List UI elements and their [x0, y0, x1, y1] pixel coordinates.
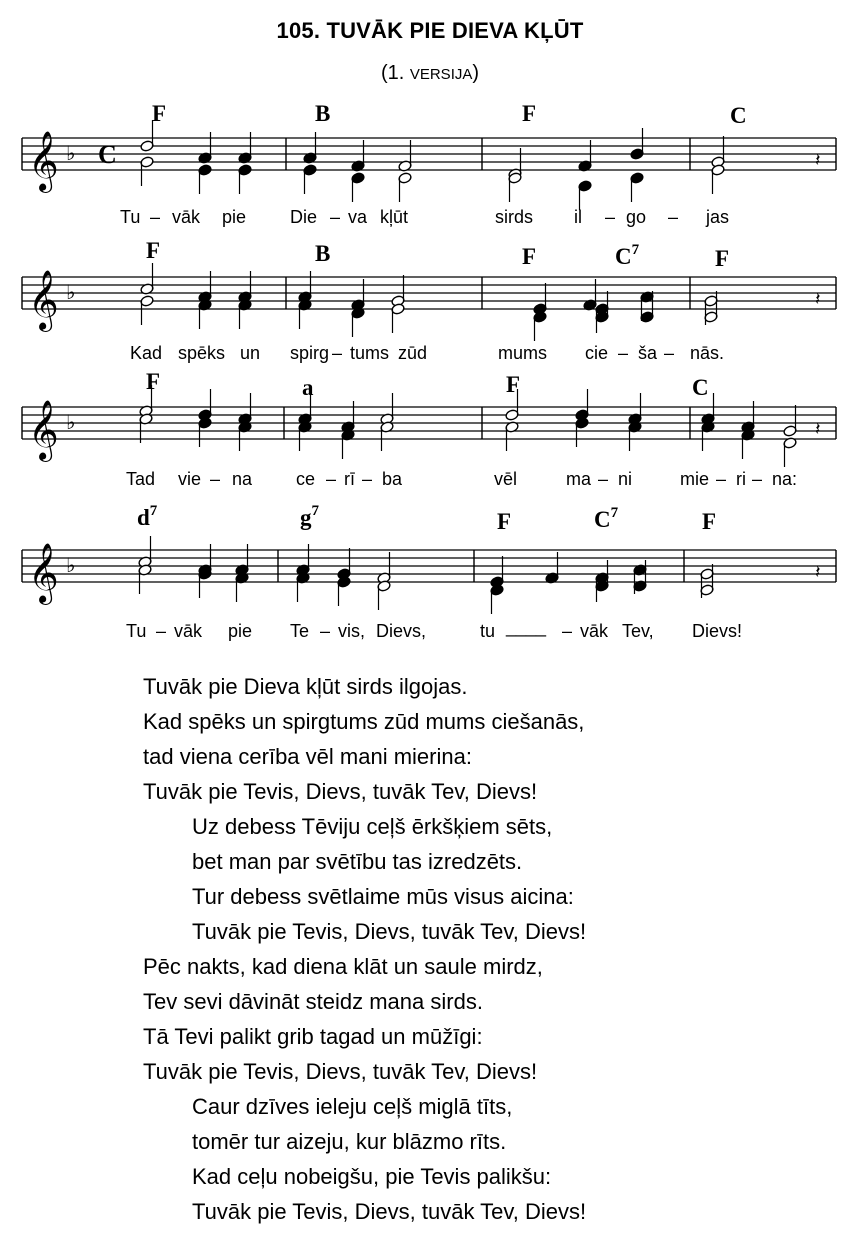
- lyric-syllable: –: [605, 207, 616, 227]
- music-system-4: [0, 500, 860, 640]
- lyric-syllable: tu: [480, 621, 496, 641]
- lyric-syllable: ma: [566, 469, 592, 489]
- lyric-syllable: –: [332, 343, 343, 363]
- staff-notation: [0, 500, 860, 640]
- svg-text:𝄽: 𝄽: [815, 419, 821, 440]
- lyric-syllable: spirg: [290, 343, 330, 363]
- lyric-syllable: mie: [680, 469, 710, 489]
- chord-symbol: F: [497, 509, 512, 534]
- chord-symbol: $C^7$: [594, 505, 619, 532]
- lyric-syllable: vāk: [174, 621, 203, 641]
- lyric-syllable: –: [326, 469, 337, 489]
- lyric-syllable: ce: [296, 469, 316, 489]
- lyric-syllable: –: [562, 621, 573, 641]
- svg-text:♭: ♭: [66, 280, 76, 304]
- lyric-syllable: –: [156, 621, 167, 641]
- lyric-syllable: ____: [506, 617, 547, 637]
- lyric-syllable: pie: [228, 621, 253, 641]
- lyric-syllable: –: [752, 469, 763, 489]
- lyric-syllable: –: [150, 207, 161, 227]
- svg-text:♭: ♭: [66, 410, 76, 434]
- svg-text:𝄞: 𝄞: [28, 400, 59, 460]
- lyric-syllable: Tev,: [622, 621, 654, 641]
- verse-line: Tev sevi dāvināt steidz mana sirds.: [143, 989, 483, 1014]
- chord-symbol: F: [146, 238, 161, 263]
- chord-symbol: F: [152, 101, 167, 126]
- lyric-syllable: nās.: [690, 343, 725, 363]
- lyric-syllable: Tu: [120, 207, 141, 227]
- svg-text:𝄽: 𝄽: [815, 289, 821, 310]
- verse-line: Kad ceļu nobeigšu, pie Tevis palikšu:: [192, 1164, 552, 1189]
- lyric-syllable: Te: [290, 621, 310, 641]
- chord-symbol: F: [522, 101, 537, 126]
- verse-line: Tuvāk pie Tevis, Dievs, tuvāk Tev, Dievs!: [143, 779, 538, 804]
- lyric-syllable: –: [362, 469, 373, 489]
- lyric-syllable: vēl: [494, 469, 518, 489]
- lyric-syllable: va: [348, 207, 368, 227]
- chord-symbol: F: [506, 372, 521, 397]
- lyric-syllable: vis,: [338, 621, 365, 641]
- lyric-syllable: Kad: [130, 343, 163, 363]
- verse-line: Tuvāk pie Tevis, Dievs, tuvāk Tev, Dievs!: [192, 1199, 587, 1224]
- chord-symbol: F: [715, 246, 730, 271]
- lyric-syllable: zūd: [398, 343, 428, 363]
- lyric-syllable: ni: [618, 469, 633, 489]
- chord-symbol: a: [302, 375, 314, 400]
- lyric-syllable: –: [330, 207, 341, 227]
- music-system-1: [0, 100, 860, 240]
- verse-line: bet man par svētību tas izredzēts.: [192, 849, 523, 874]
- lyric-syllable: sirds: [495, 207, 534, 227]
- lyric-syllable: ba: [382, 469, 403, 489]
- verse-line: Caur dzīves ieleju ceļš miglā tīts,: [192, 1094, 513, 1119]
- chord-symbol: F: [702, 509, 717, 534]
- verse-line: Tuvāk pie Dieva kļūt sirds ilgojas.: [143, 674, 468, 699]
- svg-text:𝄞: 𝄞: [28, 270, 59, 330]
- lyric-syllable: jas: [706, 207, 730, 227]
- verse-line: Kad spēks un spirgtums zūd mums ciešanās,: [143, 709, 585, 734]
- lyric-syllable: vāk: [172, 207, 201, 227]
- lyric-syllable: na:: [772, 469, 798, 489]
- lyric-syllable: rī: [344, 469, 355, 489]
- staff-notation: [0, 237, 860, 377]
- verse-line: Uz debess Tēviju ceļš ērkšķiem sēts,: [192, 814, 553, 839]
- verse-line: Tur debess svētlaime mūs visus aicina:: [192, 884, 574, 909]
- chord-symbol: $C^7$: [615, 242, 640, 269]
- chord-symbol: F: [522, 244, 537, 269]
- lyric-syllable: –: [320, 621, 331, 641]
- svg-text:C: C: [98, 140, 117, 169]
- music-system-2: [0, 237, 860, 377]
- lyric-syllable: –: [598, 469, 609, 489]
- lyric-syllable: –: [668, 207, 679, 227]
- lyric-syllable: cie: [585, 343, 609, 363]
- verse-line: Tā Tevi palikt grib tagad un mūžīgi:: [143, 1024, 483, 1049]
- svg-text:𝄞: 𝄞: [28, 131, 59, 191]
- chord-symbol: F: [146, 369, 161, 394]
- verse-line: Pēc nakts, kad diena klāt un saule mirdz,: [143, 954, 543, 979]
- lyric-syllable: –: [210, 469, 221, 489]
- svg-text:𝄽: 𝄽: [815, 150, 821, 171]
- version-subtitle: (1. VERSIJA): [380, 62, 480, 84]
- verse-line: Tuvāk pie Tevis, Dievs, tuvāk Tev, Dievs!: [143, 1059, 538, 1084]
- svg-text:♭: ♭: [66, 553, 76, 577]
- lyric-syllable: mums: [498, 343, 547, 363]
- verse-line: tomēr tur aizeju, kur blāzmo rīts.: [192, 1129, 507, 1154]
- lyric-syllable: ša: [638, 343, 658, 363]
- svg-text:♭: ♭: [66, 141, 76, 165]
- lyric-syllable: go: [626, 207, 647, 227]
- lyric-syllable: kļūt: [380, 207, 409, 227]
- lyric-syllable: Tad: [126, 469, 156, 489]
- lyric-syllable: vāk: [580, 621, 609, 641]
- lyric-syllable: –: [618, 343, 629, 363]
- lyric-syllable: Dievs!: [692, 621, 743, 641]
- lyric-syllable: Dievs,: [376, 621, 427, 641]
- lyric-syllable: Tu: [126, 621, 147, 641]
- chord-symbol: $d^7$: [137, 503, 158, 530]
- lyric-syllable: un: [240, 343, 261, 363]
- chord-symbol: B: [315, 101, 331, 126]
- chord-symbol: C: [692, 375, 709, 400]
- lyric-syllable: Die: [290, 207, 318, 227]
- svg-text:𝄞: 𝄞: [28, 543, 59, 603]
- lyric-syllable: spēks: [178, 343, 226, 363]
- lyric-syllable: na: [232, 469, 253, 489]
- lyric-syllable: pie: [222, 207, 247, 227]
- music-system-3: [0, 368, 860, 508]
- lyric-syllable: vie: [178, 469, 202, 489]
- hymn-title: 105. TUVĀK PIE DIEVA KĻŪT: [276, 18, 584, 43]
- chord-symbol: B: [315, 241, 331, 266]
- chord-symbol: $g^7$: [300, 503, 319, 530]
- lyric-syllable: ri: [736, 469, 746, 489]
- lyric-syllable: il: [574, 207, 582, 227]
- lyric-syllable: –: [716, 469, 727, 489]
- lyric-syllable: –: [664, 343, 675, 363]
- verse-line: tad viena cerība vēl mani mierina:: [143, 744, 472, 769]
- verse-line: Tuvāk pie Tevis, Dievs, tuvāk Tev, Dievs!: [192, 919, 587, 944]
- svg-text:𝄽: 𝄽: [815, 562, 821, 583]
- chord-symbol: C: [730, 103, 747, 128]
- lyric-syllable: tums: [350, 343, 390, 363]
